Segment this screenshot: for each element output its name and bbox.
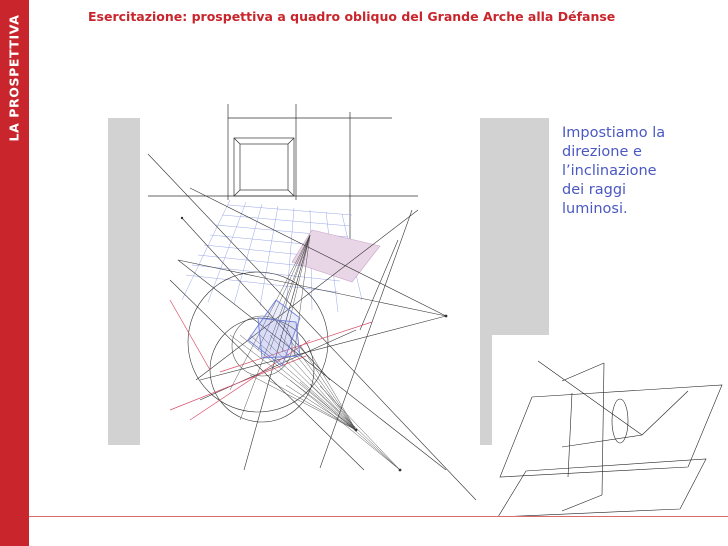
instruction-text [562, 124, 692, 219]
instruction-line: Impostiamo la [562, 125, 666, 141]
instruction-line: direzione e [562, 144, 642, 160]
sidebar-label-text: LA PROSPETTIVA [6, 14, 22, 142]
instruction-line: luminosi. [562, 201, 628, 217]
page-title: Esercitazione: prospettiva a quadro obliquo del Grande Arche alla Défanse [88, 9, 616, 24]
perspective-construction-drawing [140, 30, 480, 518]
instruction-line: l’inclinazione [562, 163, 657, 179]
sidebar-label [0, 0, 29, 160]
footer-divider [29, 516, 728, 517]
light-direction-inset-sketch [492, 335, 728, 517]
instruction-line: dei raggi [562, 182, 627, 198]
gray-panel-left [108, 118, 140, 445]
